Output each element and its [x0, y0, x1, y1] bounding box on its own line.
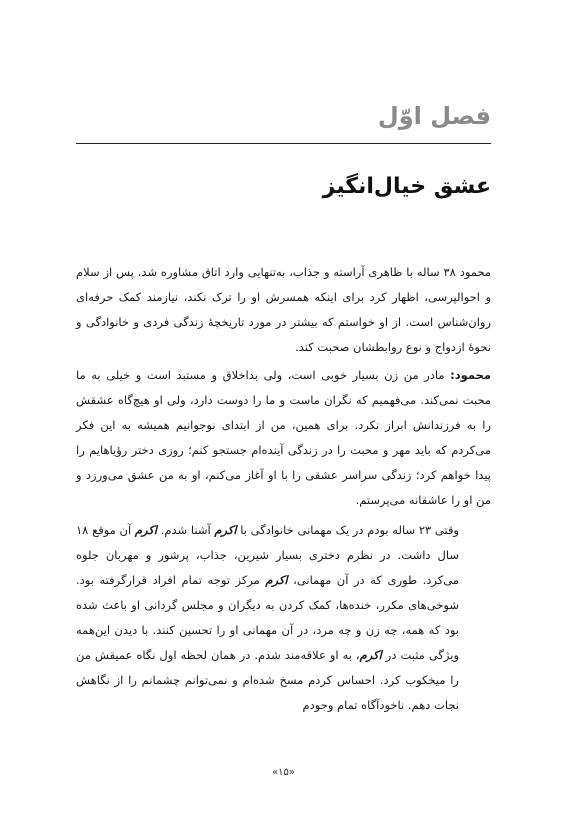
- character-name: اکرم: [359, 648, 382, 662]
- section-title: عشق خیال‌انگیز: [322, 174, 491, 199]
- dialogue-text-2e: ، به او علاقه‌مند شدم. در همان لحظه اول نگاه عمیقش من را میخکوب کرد. احساس کردم مسخ شده‌ام و نمی‌توانم چشمانم را از نگاهش نجات دهم. ناخودآگاه تمام وجودم: [76, 648, 459, 712]
- intro-paragraph: محمود ۳۸ ساله با ظاهری آراسته و جذاب، به‌تنهایی وارد اتاق مشاوره شد. پس از سلام و احوالپرسی، اظهار کرد برای اینکه همسرش او را ترک نکند، نیازمند کمک حرفه‌ای روان‌شناس است. از او خواستم که بیشتر در مورد تاریخچهٔ زندگی فردی و خانوادگی و نحوهٔ ازدواج و نوع روابطشان صحبت کند.: [76, 265, 491, 354]
- chapter-divider: [76, 143, 491, 144]
- dialogue-text-1: مادر من زن بسیار خوبی است، ولی بداخلاق و مستبد است و خیلی به ما محبت نمی‌کند. می‌فهمیم که نگران ماست و ما را دوست دارد، ولی او هیچ‌گاه عشقش را به فرزندانش ابراز نکرد. برای همین، من از ابتدای نوجوانیم همیشه به این فکر می‌کردم که باید مهر و محبت را در زندگی آینده‌ام جستجو کنم؛ روزی دختر رؤیاهایم را پیدا خواهم کرد؛ زندگی سراسر عشقی را با او آغاز می‌کنم، او به من عشق می‌ورزد و من او را عاشقانه می‌پرستم.: [76, 368, 491, 507]
- dialogue-text-2a: وقتی ۲۳ ساله بودم در یک مهمانی خانوادگی با: [236, 523, 459, 537]
- dialogue-text-2d: مرکز توجه تمام افراد قرارگرفته بود. شوخی‌های مکرر، خنده‌ها، کمک کردن به دیگران و مجلس گردانی او باعث شده بود که همه، چه زن و چه مرد، در آن مهمانی او را تحسین کنند. با دیدن این‌همه ویژگی مثبت در: [76, 573, 459, 662]
- character-name: اکرم: [134, 523, 157, 537]
- character-name: اکرم: [214, 523, 237, 537]
- dialogue-paragraph-2: [76, 518, 491, 718]
- dialogue-block: [76, 363, 491, 718]
- speaker-name: محمود:: [450, 368, 491, 382]
- page-number: «۱۵»: [272, 767, 295, 778]
- character-name: اکرم: [265, 573, 288, 587]
- dialogue-text-2b: آشنا شدم.: [157, 523, 215, 537]
- dialogue-text-2c: آن موقع ۱۸ سال داشت. در نظرم دختری بسیار شیرین، جذاب، پرشور و مهربان جلوه می‌کرد. طوری که در آن مهمانی،: [76, 523, 459, 587]
- chapter-title: فصل اوّل: [377, 102, 491, 130]
- dialogue-paragraph-1: [76, 363, 491, 513]
